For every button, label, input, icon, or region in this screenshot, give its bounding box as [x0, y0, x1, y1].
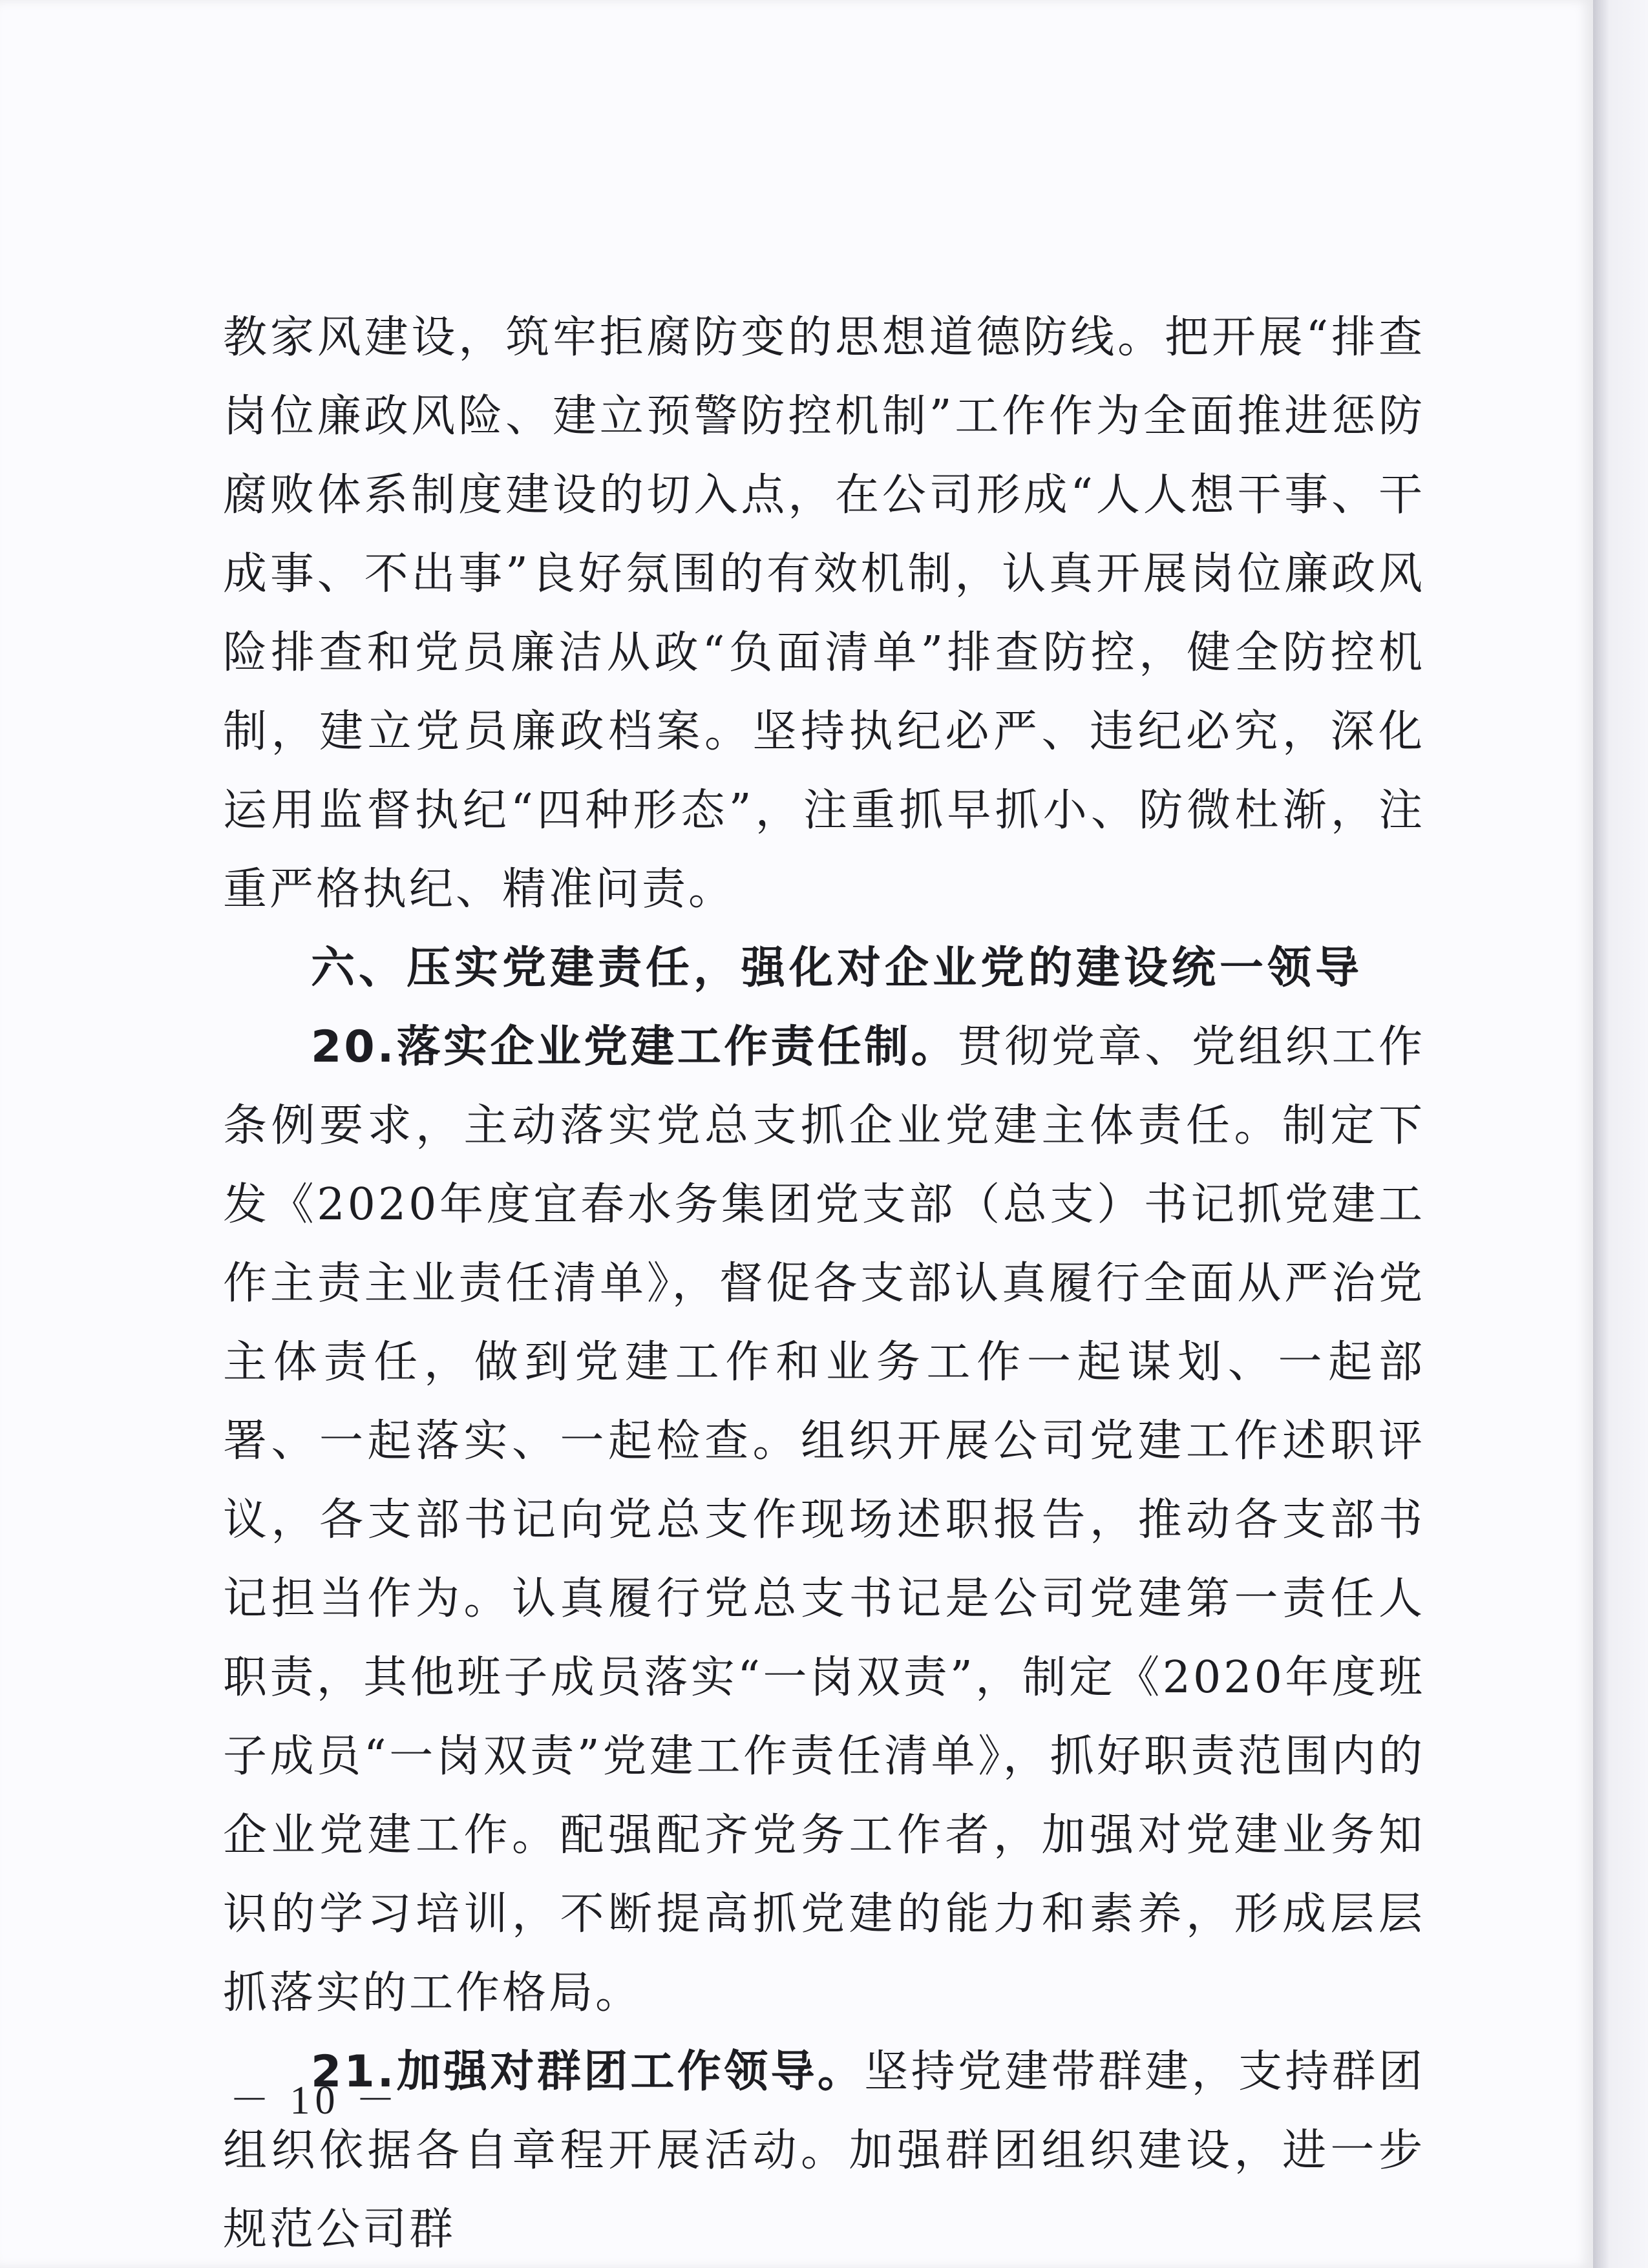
continued-paragraph: 教家风建设，筑牢拒腐防变的思想道德防线。把开展“排查岗位廉政风险、建立预警防控机制”工作作为全面推进惩防腐败体系制度建设的切入点，在公司形成“人人想干事、干成事、不出事”良好氛围的有效机制，认真开展岗位廉政风险排查和党员廉洁从政“负面清单”排查防控，健全防控机制，建立党员廉政档案。坚持执纪必严、违纪必究，深化运用监督执纪“四种形态”，注重抓早抓小、防微杜渐，注重严格执纪、精准问责。 [223, 312, 1425, 915]
item-21-paragraph [223, 2033, 1425, 2268]
document-body [223, 299, 1425, 2268]
paper-edge [1593, 0, 1648, 2268]
page-number: － 10 － [229, 2079, 401, 2123]
section-heading: 六、压实党建责任，强化对企业党的建设统一领导 [311, 943, 1364, 994]
item-20-lead: 20.落实企业党建工作责任制。 [311, 1022, 958, 1073]
item-20-body: 贯彻党章、党组织工作条例要求，主动落实党总支抓企业党建主体责任。制定下发《2020年度宜春水务集团党支部（总支）书记抓党建工作主责主业责任清单》，督促各支部认真履行全面从严治党主体责任，做到党建工作和业务工作一起谋划、一起部署、一起落实、一起检查。组织开展公司党建工作述职评议，各支部书记向党总支作现场述职报告，推动各支部书记担当作为。认真履行党总支书记是公司党建第一责任人职责，其他班子成员落实“一岗双责”，制定《2020年度班子成员“一岗双责”党建工作责任清单》，抓好职责范围内的企业党建工作。配强配齐党务工作者，加强对党建业务知识的学习培训，不断提高抓党建的能力和素养，形成层层抓落实的工作格局。 [223, 1022, 1425, 2019]
item-21-body: 坚持党建带群建，支持群团组织依据各自章程开展活动。加强群团组织建设，进一步规范公司群 [223, 2046, 1425, 2255]
item-20-paragraph [223, 1008, 1425, 2033]
item-21-lead: 21.加强对群团工作领导。 [311, 2046, 865, 2097]
